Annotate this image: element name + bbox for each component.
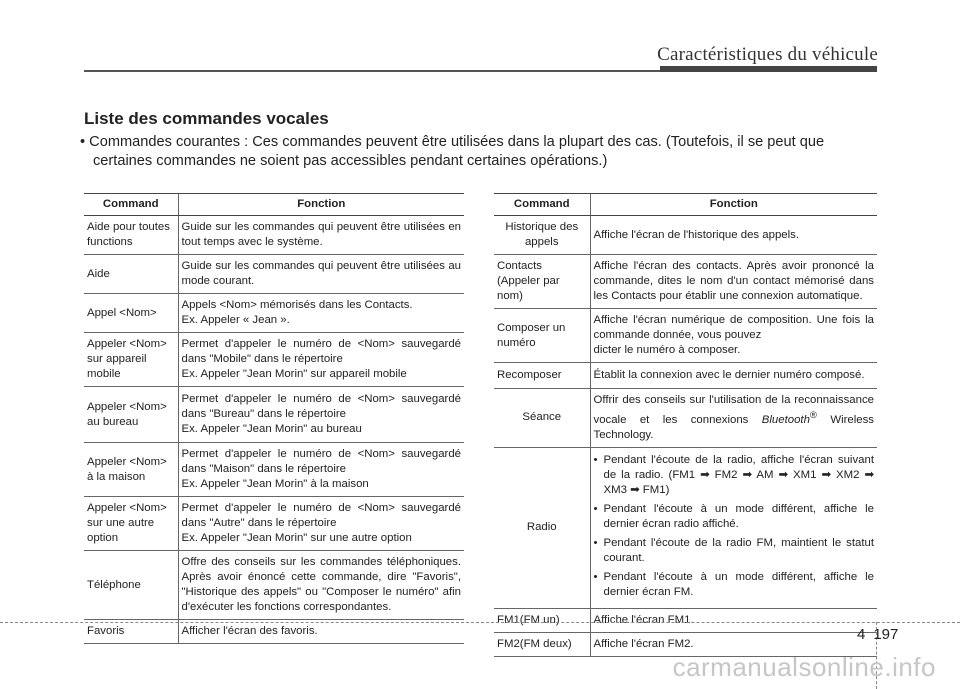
function-bullet-list xyxy=(594,453,875,600)
function-cell xyxy=(178,255,464,294)
command-cell: Appel <Nom> xyxy=(84,294,178,333)
command-cell: Historique des appels xyxy=(494,216,590,255)
command-cell: Aide pour toutes functions xyxy=(84,216,178,255)
function-cell xyxy=(590,447,877,608)
header-bar xyxy=(660,66,877,72)
intro-paragraph xyxy=(80,133,880,171)
watermark-text: carmanualsonline.info xyxy=(672,652,936,682)
function-text: Ex. Appeler "Jean Morin" à la maison xyxy=(181,478,369,490)
function-cell xyxy=(590,216,877,255)
page-number-value: 197 xyxy=(873,626,899,643)
command-cell: Favoris xyxy=(84,620,178,644)
command-cell: Séance xyxy=(494,389,590,448)
chapter-number: 4 xyxy=(857,626,866,643)
command-cell: FM1(FM un) xyxy=(494,608,590,632)
function-text: Affiche l'écran des contacts. Après avoir prononcé la commande, dites le nom d'un contact mémorisé dans les Contacts pour établir une connexion automatique. xyxy=(593,260,874,302)
col-header-function: Fonction xyxy=(590,194,877,216)
table-row xyxy=(494,216,877,255)
function-bullet: • Pendant l'écoute de la radio, affiche l'écran suivant de la radio. (FM1 ➡ FM2 ➡ AM ➡ XM1 ➡ XM2 ➡ XM3 ➡ FM1) xyxy=(594,453,875,498)
function-text: Permet d'appeler le numéro de <Nom> sauvegardé dans "Mobile" dans le répertoire xyxy=(181,338,461,365)
function-text: Guide sur les commandes qui peuvent être utilisées en tout temps avec le système. xyxy=(181,221,461,248)
function-text-part: Wireless Technology. xyxy=(593,413,874,441)
col-header-command: Command xyxy=(84,194,178,216)
function-cell xyxy=(590,309,877,363)
table-row xyxy=(84,443,464,497)
table-row xyxy=(84,294,464,333)
function-text: Permet d'appeler le numéro de <Nom> sauvegardé dans "Autre" dans le répertoire xyxy=(181,502,461,529)
function-text: Permet d'appeler le numéro de <Nom> sauvegardé dans "Maison" dans le répertoire xyxy=(181,448,461,475)
section-title: Liste des commandes vocales xyxy=(84,109,329,128)
function-text: Permet d'appeler le numéro de <Nom> sauvegardé dans "Bureau" dans le répertoire xyxy=(181,393,461,420)
command-cell: Appeler <Nom> sur une autre option xyxy=(84,497,178,551)
function-cell xyxy=(590,363,877,389)
function-text: Affiche l'écran FM2. xyxy=(593,637,694,650)
table-row xyxy=(494,389,877,448)
table-row xyxy=(84,216,464,255)
function-cell xyxy=(178,216,464,255)
page-number xyxy=(857,626,898,643)
table-row xyxy=(494,608,877,632)
command-cell: Appeler <Nom> à la maison xyxy=(84,443,178,497)
function-cell xyxy=(590,608,877,632)
command-cell: Contacts (Appeler par nom) xyxy=(494,255,590,309)
table-header-row xyxy=(84,194,464,216)
command-cell: Recomposer xyxy=(494,363,590,389)
table-row xyxy=(494,309,877,363)
function-text: Ex. Appeler "Jean Morin" sur appareil mobile xyxy=(181,368,407,380)
table-row xyxy=(494,447,877,608)
function-text: Offre des conseils sur les commandes téléphoniques. Après avoir énoncé cette commande, dire "Favoris", "Historique des appels" ou "Composer le numéro" afin d'exécuter les fonctions correspondantes. xyxy=(181,556,461,613)
command-cell: FM2(FM deux) xyxy=(494,632,590,656)
registered-mark: ® xyxy=(809,410,817,421)
function-text: Ex. Appeler "Jean Morin" au bureau xyxy=(181,423,362,435)
function-cell xyxy=(178,497,464,551)
intro-line-2: certaines commandes ne soient pas accessibles pendant certaines opérations.) xyxy=(93,153,608,169)
table-row xyxy=(84,333,464,387)
function-cell xyxy=(178,333,464,387)
col-header-command: Command xyxy=(494,194,590,216)
function-bullet: • Pendant l'écoute à un mode différent, affiche le dernier écran radio affiché. xyxy=(594,502,875,532)
table-row xyxy=(494,363,877,389)
function-text: Affiche l'écran de l'historique des appels. xyxy=(593,228,799,241)
function-bullet: • Pendant l'écoute de la radio FM, maintient le statut courant. xyxy=(594,536,875,566)
function-text: Afficher l'écran des favoris. xyxy=(181,625,318,637)
function-text: Affiche l'écran numérique de composition. Une fois la commande donnée, vous pouvez xyxy=(593,314,874,341)
table-row xyxy=(84,387,464,443)
table-row xyxy=(494,255,877,309)
table-row xyxy=(84,255,464,294)
function-cell xyxy=(590,255,877,309)
bluetooth-term: Bluetooth xyxy=(761,413,810,426)
command-cell: Téléphone xyxy=(84,551,178,620)
function-text: Établit la connexion avec le dernier numéro composé. xyxy=(593,369,865,381)
function-text: Affiche l'écran FM1. xyxy=(593,613,694,626)
function-cell xyxy=(178,443,464,497)
function-text: Ex. Appeler "Jean Morin" sur une autre option xyxy=(181,532,412,544)
intro-line-1: • Commandes courantes : Ces commandes peuvent être utilisées dans la plupart des cas. (Toutefois, il se peut que xyxy=(80,134,825,150)
function-cell xyxy=(178,551,464,620)
command-cell: Composer un numéro xyxy=(494,309,590,363)
table-row xyxy=(84,620,464,644)
right-table-body xyxy=(494,216,877,657)
chapter-title: Caractéristiques du véhicule xyxy=(657,44,878,65)
function-text: Guide sur les commandes qui peuvent être utilisées au mode courant. xyxy=(181,260,461,287)
commands-table-left xyxy=(84,193,464,644)
col-header-function: Fonction xyxy=(178,194,464,216)
left-table-body xyxy=(84,216,464,644)
function-cell xyxy=(590,389,877,448)
function-text: Appels <Nom> mémorisés dans les Contacts. xyxy=(181,299,413,311)
command-cell: Appeler <Nom> sur appareil mobile xyxy=(84,333,178,387)
command-cell: Radio xyxy=(494,447,590,608)
function-cell xyxy=(178,387,464,443)
command-cell: Aide xyxy=(84,255,178,294)
command-cell: Appeler <Nom> au bureau xyxy=(84,387,178,443)
function-text: dicter le numéro à composer. xyxy=(593,344,741,356)
commands-table-right xyxy=(494,193,877,657)
function-cell xyxy=(178,294,464,333)
footer-dashed-rule xyxy=(0,622,960,623)
function-cell xyxy=(178,620,464,644)
function-bullet: • Pendant l'écoute à un mode différent, affiche le dernier écran FM. xyxy=(594,570,875,600)
function-text: Ex. Appeler « Jean ». xyxy=(181,314,290,326)
table-row xyxy=(84,497,464,551)
table-header-row xyxy=(494,194,877,216)
function-text xyxy=(594,393,875,443)
function-text-part: Offrir des conseils sur l'utilisation de la reconnaissance vocale et les connexions xyxy=(593,394,874,426)
table-row xyxy=(84,551,464,620)
